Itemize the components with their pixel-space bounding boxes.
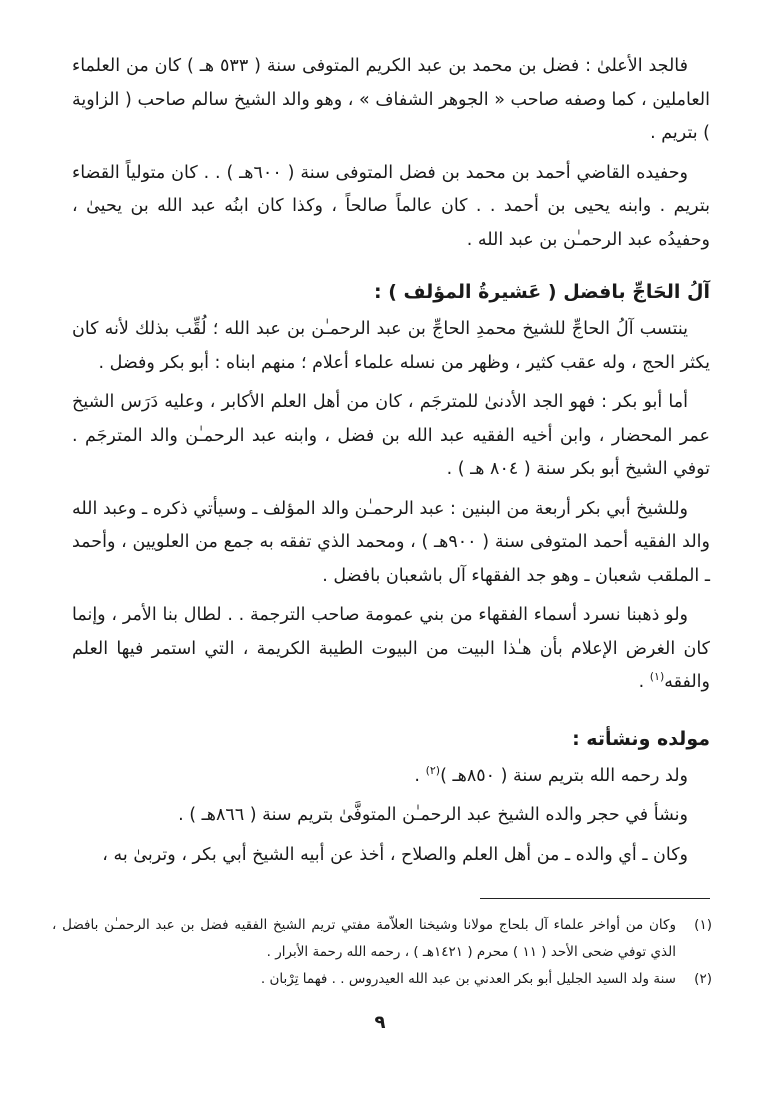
paragraph-sons: وللشيخ أبي بكر أربعة من البنين : عبد الرحمـٰن والد المؤلف ـ وسيأتي ذكره ـ وعبد الله والد الفقيه أحمد المتوفى سنة ( ٩٠٠هـ ) ، ومحمد الذي تفقه به جمع من العلويين ، وأحمد ـ الملقب شعبان ـ وهو جد الفقهاء آل باشعبان بافضل . xyxy=(72,498,710,586)
line-father: وكان ـ أي والده ـ من أهل العلم والصلاح ، أخذ عن أبيه الشيخ أبي بكر ، وتربىٰ به ، xyxy=(102,844,688,865)
paragraph-abu-bakr: أما أبو بكر : فهو الجد الأدنىٰ للمترجَم ، كان من أهل العلم الأكابر ، وعليه دَرَس الشيخ عمر المحضار ، وابن أخيه الفقيه عبد الله بن فضل ، وابنه عبد الرحمـٰن والد المترجَم . توفي الشيخ أبو بكر سنة ( ٨٠٤ هـ ) . xyxy=(72,392,710,479)
footnote-number: (٢) xyxy=(694,971,712,987)
line-upbringing: ونشأ في حجر والده الشيخ عبد الرحمـٰن المتوفَّىٰ بتريم سنة ( ٨٦٦هـ ) . xyxy=(178,805,688,825)
footnote-number: (١) xyxy=(694,917,712,933)
paragraph-ancestor: فالجد الأعلىٰ : فضل بن محمد بن عبد الكريم المتوفى سنة ( ٥٣٣ هـ ) كان من العلماء العاملين ، كما وصفه صاحب « الجوهر الشفاف » ، وهو والد الشيخ سالم صاحب ( الزاوية ) بتريم . xyxy=(72,56,710,143)
page-number: ٩ xyxy=(374,1012,386,1033)
footnote-text: سنة ولد السيد الجليل أبو بكر العدني بن عبد الله العيدروس . . فهما تِرْبان . xyxy=(260,971,676,987)
footnote-ref-1[interactable]: (١) xyxy=(649,670,665,684)
footnote-2 xyxy=(52,966,712,993)
line-birth-end: . xyxy=(414,765,426,786)
footnote-1 xyxy=(52,912,712,966)
main-text xyxy=(72,50,710,878)
footnote-ref-2[interactable]: (٢) xyxy=(425,763,441,777)
line-birth-text: ولد رحمه الله بتريم سنة ( ٨٥٠هـ ) xyxy=(440,765,688,786)
paragraph-jurists-end: . xyxy=(638,672,650,692)
footnote-separator xyxy=(480,898,710,899)
section-heading-family: آلُ الحَاجِّ بافضل ( عَشيرةُ المؤلف ) : xyxy=(374,281,710,303)
paragraph-grandson: وحفيده القاضي أحمد بن محمد بن فضل المتوفى سنة ( ٦٠٠هـ ) . . كان متولياً القضاء بتريم . وابنه يحيى بن أحمد . . كان عالماً صالحاً ، وكذا كان ابنُه عبد الله بن يحيىٰ ، وحفيدُه عبد الرحمـٰن بن عبد الله . xyxy=(72,162,710,250)
section-heading-birth: مولده ونشأته : xyxy=(572,727,710,750)
line-birth xyxy=(72,760,710,794)
footnote-text: وكان من أواخر علماء آل بلحاج مولانا وشيخنا العلاّمة مفتي تريم الشيخ الفقيه فضل بن عبد الرحمـٰن بافضل ، الذي توفي ضحى الأحد ( ١١ ) محرم ( ١٤٢١هـ ) ، رحمه الله رحمة الأبرار . xyxy=(52,917,676,960)
paragraph-jurists xyxy=(72,599,710,700)
footnotes xyxy=(52,912,712,993)
paragraph-jurists-text: ولو ذهبنا نسرد أسماء الفقهاء من بني عمومة صاحب الترجمة . . لطال بنا الأمر ، وإنما كان الغرض الإعلام بأن هـٰذا البيت من البيوت الطيبة الكريمة ، التي استمر فيها العلم والفقه xyxy=(72,605,710,692)
paragraph-lineage: ينتسب آلُ الحاجِّ للشيخ محمدِ الحاجِّ بن عبد الرحمـٰن بن عبد الله ؛ لُقِّب بذلك لأنه كان يكثر الحج ، وله عقب كثير ، وظهر من نسله علماء أعلام ؛ منهم ابناه : أبو بكر وفضل . xyxy=(72,319,710,373)
